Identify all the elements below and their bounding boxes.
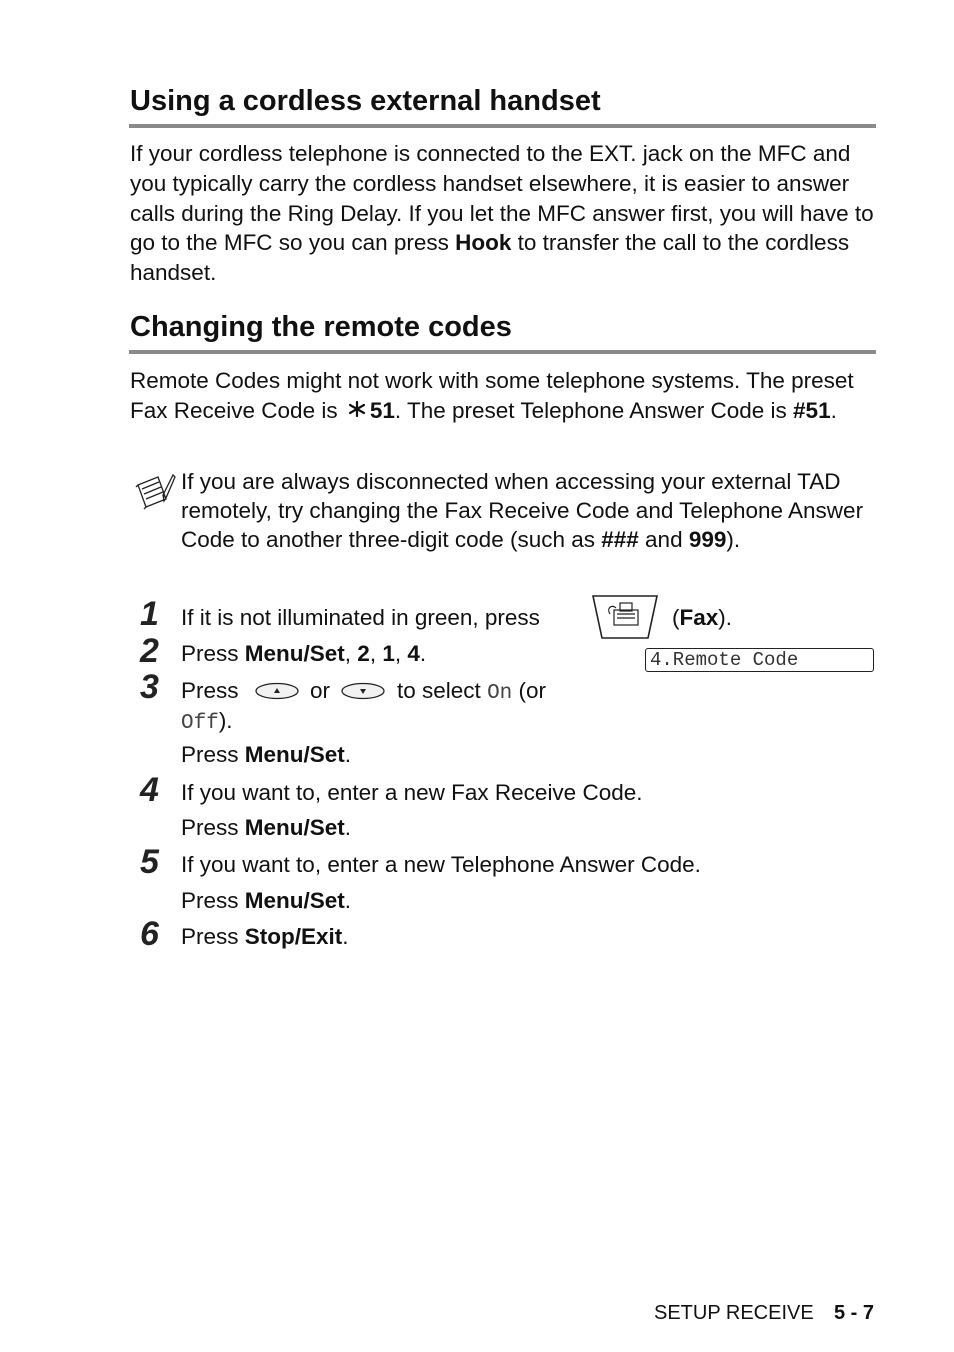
up-arrow-key-icon bbox=[255, 682, 299, 700]
fax-receive-code: 51 bbox=[369, 397, 395, 423]
step-5-press bbox=[181, 886, 351, 916]
step-text: Press bbox=[181, 678, 239, 703]
footer-page-number: 5 - 7 bbox=[834, 1302, 875, 1324]
note-body: ). bbox=[726, 527, 741, 552]
step-4-text: If you want to, enter a new Fax Receive Code. bbox=[181, 780, 643, 805]
menu-digit-1: 2 bbox=[357, 641, 370, 666]
step-text: Press bbox=[181, 924, 245, 949]
step-text: Press bbox=[181, 641, 245, 666]
period: . bbox=[419, 641, 427, 666]
separator: , bbox=[369, 641, 383, 666]
star-key-icon bbox=[344, 396, 370, 426]
step-4-press bbox=[181, 813, 351, 843]
fax-key-icon bbox=[590, 594, 660, 640]
paragraph-text: . The preset Telephone Answer Code is bbox=[394, 397, 794, 423]
separator: , bbox=[344, 641, 358, 666]
option-off: Off bbox=[181, 712, 219, 735]
menu-set-key: Menu/Set bbox=[244, 888, 345, 913]
pencil-note-icon bbox=[134, 471, 176, 511]
paren: ). bbox=[718, 605, 733, 630]
paragraph-text: If your cordless telephone is connected to the EXT. jack on the MFC and you typically carry the cordless handset elsewhere, it is easier to answer calls during the Ring Delay. If you let the MFC answer first, you will have to go to the MFC so you can press bbox=[130, 141, 874, 256]
step-text: (or bbox=[518, 678, 547, 703]
step-number-6: 6 bbox=[140, 915, 159, 953]
step-text: Press bbox=[181, 815, 245, 840]
step-number-5: 5 bbox=[140, 843, 159, 881]
step-number-2: 2 bbox=[140, 632, 159, 670]
period: . bbox=[344, 888, 352, 913]
step-6-text bbox=[181, 922, 349, 952]
menu-set-key: Menu/Set bbox=[244, 815, 345, 840]
fax-key-label: Fax bbox=[679, 605, 719, 630]
remote-codes-paragraph bbox=[130, 366, 878, 426]
step-text: Press bbox=[181, 742, 245, 767]
step-3-text bbox=[181, 676, 239, 706]
heading-rule bbox=[129, 124, 876, 128]
step-5-text: If you want to, enter a new Telephone Answer Code. bbox=[181, 852, 701, 877]
paragraph-text: to transfer the call to the cordless handset. bbox=[130, 230, 850, 286]
down-arrow-key-icon bbox=[341, 682, 385, 700]
menu-set-key: Menu/Set bbox=[244, 641, 345, 666]
step-1-text bbox=[181, 603, 540, 633]
example-code-2: 999 bbox=[688, 527, 727, 552]
hook-key-label: Hook bbox=[455, 230, 512, 256]
step-3-select bbox=[397, 676, 546, 709]
step-text: ). bbox=[218, 708, 233, 733]
step-text: Press bbox=[181, 888, 245, 913]
step-text: If it is not illuminated in green, press bbox=[181, 605, 540, 630]
separator: , bbox=[394, 641, 408, 666]
section-heading-remote-codes: Changing the remote codes bbox=[130, 311, 512, 343]
telephone-answer-code: #51 bbox=[793, 397, 831, 423]
step-number-1: 1 bbox=[140, 595, 159, 633]
period: . bbox=[342, 924, 349, 949]
paragraph-text: Remote Codes might not work with some telephone systems. The preset Fax Receive Code is bbox=[130, 368, 854, 423]
step-text: to select bbox=[397, 678, 481, 703]
period: . bbox=[344, 815, 352, 840]
example-code-1: ### bbox=[601, 527, 639, 552]
note-text bbox=[181, 467, 871, 554]
paren: ( bbox=[672, 605, 680, 630]
step-1-fax bbox=[672, 603, 732, 633]
note-body: If you are always disconnected when accessing your external TAD remotely, try changing the Fax Receive Code and Telephone Answer Code to another three-digit code (such as bbox=[181, 469, 864, 552]
step-number-3: 3 bbox=[140, 668, 159, 706]
heading-rule bbox=[129, 350, 876, 354]
menu-set-key: Menu/Set bbox=[244, 742, 345, 767]
step-3-press bbox=[181, 740, 351, 770]
lcd-display: 4.Remote Code bbox=[645, 648, 874, 672]
menu-digit-3: 4 bbox=[407, 641, 420, 666]
period: . bbox=[344, 742, 352, 767]
section-heading-cordless-handset: Using a cordless external handset bbox=[130, 85, 601, 117]
footer-section-name: SETUP RECEIVE bbox=[654, 1302, 814, 1324]
step-3-off bbox=[181, 706, 233, 739]
step-2-text bbox=[181, 639, 426, 669]
cordless-handset-paragraph bbox=[130, 139, 878, 288]
or-text: or bbox=[310, 678, 331, 703]
step-number-4: 4 bbox=[140, 771, 159, 809]
option-on: On bbox=[487, 682, 513, 705]
menu-digit-2: 1 bbox=[382, 641, 395, 666]
stop-exit-key: Stop/Exit bbox=[244, 924, 343, 949]
note-body: and bbox=[638, 527, 689, 552]
paragraph-text: . bbox=[830, 397, 837, 423]
